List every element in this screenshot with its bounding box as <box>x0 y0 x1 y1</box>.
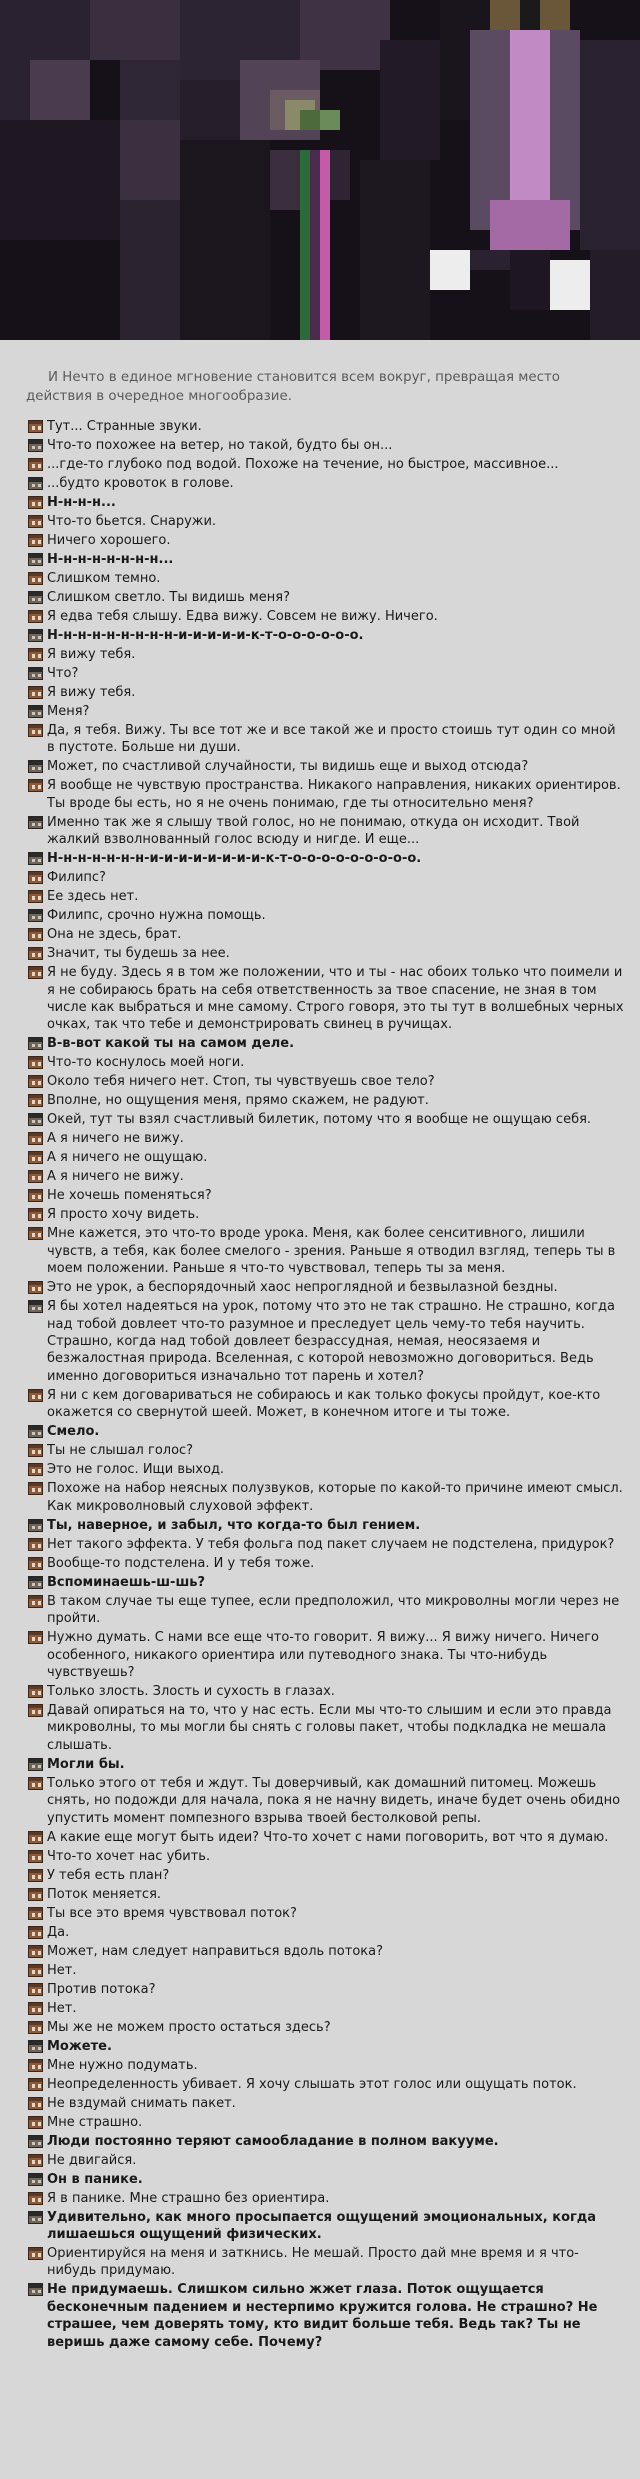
dialogue-text: Может, по счастливой случайности, ты видишь еще и выход отсюда? <box>47 759 529 775</box>
dialogue-line <box>26 1423 626 1440</box>
dialogue-line <box>26 945 626 962</box>
dialogue-text: Что? <box>47 666 79 681</box>
dialogue-text: Похоже на набор неясных полузвуков, которые по какой-то причине имеют смысл. Как микроволновый слуховой эффект. <box>47 1481 623 1514</box>
speaker-a-avatar-icon <box>28 1075 43 1088</box>
dialogue-text: Не хочешь поменяться? <box>47 1188 212 1204</box>
speaker-a-avatar-icon <box>28 2097 43 2110</box>
dialogue-text: Что-то коснулось моей ноги. <box>47 1055 245 1071</box>
dialogue-line <box>26 869 626 886</box>
dialogue-line <box>26 2190 626 2207</box>
speaker-b-avatar-icon <box>28 1300 43 1313</box>
speaker-a-avatar-icon <box>28 610 43 623</box>
story-content <box>0 340 640 2351</box>
speaker-b-avatar-icon <box>28 667 43 680</box>
dialogue-line <box>26 2114 626 2131</box>
dialogue-line <box>26 722 626 757</box>
dialogue-text: Ты не слышал голос? <box>47 1443 194 1459</box>
dialogue-text: Н-н-н-н-н-н-н-н... <box>47 552 174 567</box>
dialogue-text: Мы же не можем просто остаться здесь? <box>47 2019 331 2035</box>
dialogue-line <box>26 1298 626 1385</box>
dialogue-line <box>26 888 626 905</box>
dialogue-line <box>26 437 626 454</box>
dialogue-text: Меня? <box>47 704 90 719</box>
dialogue-line <box>26 2038 626 2055</box>
dialogue-text: Я бы хотел надеяться на урок, потому что это не так страшно. Не страшно, когда над тобой довлеет что-то разумное и преследует цель чему-то тебя научить. Страшно, когда над тобой довлеет безрассудная, немая, неосязаемя и безжалостная природа. Вселенная, с которой невозможно договориться. Ведь именно договориться изначально тот парень и хотел? <box>47 1299 615 1384</box>
speaker-a-avatar-icon <box>28 2002 43 2015</box>
speaker-a-avatar-icon <box>28 1094 43 1107</box>
dialogue-line <box>26 1756 626 1773</box>
dialogue-line <box>26 1702 626 1754</box>
dialogue-text: А я ничего не ощущаю. <box>47 1150 208 1166</box>
dialogue-text: Нет. <box>47 1962 77 1978</box>
dialogue-text: Против потока? <box>47 1981 156 1997</box>
speaker-a-avatar-icon <box>28 1945 43 1958</box>
dialogue-line <box>26 1149 626 1166</box>
speaker-a-avatar-icon <box>28 572 43 585</box>
dialogue-line <box>26 2057 626 2074</box>
dialogue-text: Поток меняется. <box>47 1886 162 1902</box>
speaker-a-avatar-icon <box>28 2247 43 2260</box>
dialogue-text: А я ничего не вижу. <box>47 1131 184 1147</box>
dialogue-text: Около тебя ничего нет. Стоп, ты чувствуешь свое тело? <box>47 1074 435 1090</box>
speaker-a-avatar-icon <box>28 2154 43 2167</box>
dialogue-text: Можете. <box>47 2038 112 2054</box>
dialogue-line <box>26 907 626 924</box>
dialogue-text: Может, нам следует направиться вдоль потока? <box>47 1943 383 1959</box>
speaker-b-avatar-icon <box>28 2283 43 2296</box>
dialogue-line <box>26 1035 626 1052</box>
pixel-art-illustration <box>0 0 640 340</box>
dialogue-text: Ничего хорошего. <box>47 533 171 548</box>
dialogue-text: Вообще-то подстелена. И у тебя тоже. <box>47 1555 315 1571</box>
speaker-b-avatar-icon <box>28 2040 43 2053</box>
speaker-a-avatar-icon <box>28 1631 43 1644</box>
speaker-b-avatar-icon <box>28 909 43 922</box>
dialogue-line <box>26 1886 626 1903</box>
dialogue-list <box>26 418 626 2351</box>
dialogue-line <box>26 1387 626 1422</box>
speaker-b-avatar-icon <box>28 1576 43 1589</box>
dialogue-text: Вполне, но ощущения меня, прямо скажем, не радуют. <box>47 1093 429 1109</box>
speaker-b-avatar-icon <box>28 2211 43 2224</box>
dialogue-text: Ты, наверное, и забыл, что когда-то был гением. <box>47 1517 421 1533</box>
speaker-a-avatar-icon <box>28 458 43 471</box>
dialogue-text: Что-то хочет нас убить. <box>47 1848 211 1864</box>
speaker-a-avatar-icon <box>28 496 43 509</box>
dialogue-line <box>26 1962 626 1979</box>
dialogue-text: Н-н-н-н-н-н-н-н-н-и-и-и-и-и-к-т-о-о-о-о-о-о. <box>47 628 364 643</box>
speaker-b-avatar-icon <box>28 1113 43 1126</box>
speaker-a-avatar-icon <box>28 1685 43 1698</box>
speaker-a-avatar-icon <box>28 1281 43 1294</box>
speaker-b-avatar-icon <box>28 2135 43 2148</box>
dialogue-line <box>26 2095 626 2112</box>
dialogue-text: Да, я тебя. Вижу. Ты все тот же и все такой же и просто стоишь тут один со мной в пустоте. Больше ни души. <box>47 723 616 756</box>
speaker-a-avatar-icon <box>28 1482 43 1495</box>
dialogue-line <box>26 1629 626 1681</box>
dialogue-line <box>26 850 626 867</box>
speaker-a-avatar-icon <box>28 1777 43 1790</box>
speaker-a-avatar-icon <box>28 1869 43 1882</box>
dialogue-line <box>26 964 626 1034</box>
dialogue-line <box>26 926 626 943</box>
dialogue-text: Я в панике. Мне страшно без ориентира. <box>47 2190 330 2206</box>
speaker-a-avatar-icon <box>28 534 43 547</box>
dialogue-text: Она не здесь, брат. <box>47 927 182 943</box>
speaker-a-avatar-icon <box>28 1208 43 1221</box>
speaker-a-avatar-icon <box>28 1463 43 1476</box>
dialogue-line <box>26 589 626 606</box>
speaker-a-avatar-icon <box>28 1926 43 1939</box>
speaker-a-avatar-icon <box>28 1389 43 1402</box>
speaker-b-avatar-icon <box>28 1425 43 1438</box>
dialogue-line <box>26 1517 626 1534</box>
dialogue-line <box>26 1073 626 1090</box>
dialogue-line <box>26 1480 626 1515</box>
dialogue-text: ...будто кровоток в голове. <box>47 476 234 491</box>
speaker-a-avatar-icon <box>28 1170 43 1183</box>
speaker-a-avatar-icon <box>28 1595 43 1608</box>
dialogue-line <box>26 2019 626 2036</box>
header-pixel-art-image <box>0 0 640 340</box>
dialogue-line <box>26 1225 626 1277</box>
dialogue-line <box>26 1848 626 1865</box>
dialogue-text: Именно так же я слышу твой голос, но не понимаю, откуда он исходит. Твой жалкий взволнованный голос всюду и нигде. И еще... <box>47 814 580 848</box>
dialogue-text: Не вздумай снимать пакет. <box>47 2095 236 2111</box>
dialogue-text: Вспоминаешь-ш-шь? <box>47 1574 206 1590</box>
dialogue-text: Н-н-н-н... <box>47 495 116 510</box>
speaker-a-avatar-icon <box>28 1907 43 1920</box>
speaker-a-avatar-icon <box>28 515 43 528</box>
dialogue-line <box>26 684 626 701</box>
dialogue-line <box>26 456 626 473</box>
speaker-b-avatar-icon <box>28 439 43 452</box>
dialogue-text: Это не голос. Ищи выход. <box>47 1462 225 1478</box>
dialogue-text: Ее здесь нет. <box>47 889 139 905</box>
speaker-b-avatar-icon <box>28 591 43 604</box>
dialogue-line <box>26 1279 626 1296</box>
speaker-b-avatar-icon <box>28 1519 43 1532</box>
dialogue-text: Слишком светло. Ты видишь меня? <box>47 590 290 605</box>
dialogue-text: Не двигайся. <box>47 2152 137 2168</box>
speaker-b-avatar-icon <box>28 705 43 718</box>
dialogue-line <box>26 1905 626 1922</box>
dialogue-line <box>26 758 626 775</box>
speaker-a-avatar-icon <box>28 686 43 699</box>
speaker-a-avatar-icon <box>28 1704 43 1717</box>
speaker-a-avatar-icon <box>28 2116 43 2129</box>
dialogue-text: А я ничего не вижу. <box>47 1169 184 1185</box>
dialogue-line <box>26 1130 626 1147</box>
speaker-b-avatar-icon <box>28 1037 43 1050</box>
dialogue-text: В-в-вот какой ты на самом деле. <box>47 1036 295 1052</box>
dialogue-line <box>26 1111 626 1128</box>
dialogue-line <box>26 1442 626 1459</box>
speaker-a-avatar-icon <box>28 2192 43 2205</box>
speaker-a-avatar-icon <box>28 1227 43 1240</box>
dialogue-line <box>26 2000 626 2017</box>
dialogue-line <box>26 2133 626 2150</box>
dialogue-line <box>26 703 626 720</box>
speaker-a-avatar-icon <box>28 420 43 433</box>
dialogue-line <box>26 2152 626 2169</box>
dialogue-text: Слишком темно. <box>47 571 161 586</box>
dialogue-line <box>26 1775 626 1827</box>
dialogue-text: Я вообще не чувствую пространства. Никакого направления, никаких ориентиров. Ты вроде бы есть, но я не очень понимаю, где ты относительно меня? <box>47 778 621 811</box>
speaker-a-avatar-icon <box>28 2078 43 2091</box>
dialogue-text: Я вижу тебя. <box>47 685 136 700</box>
speaker-b-avatar-icon <box>28 629 43 642</box>
speaker-a-avatar-icon <box>28 890 43 903</box>
dialogue-line <box>26 532 626 549</box>
dialogue-line <box>26 1187 626 1204</box>
dialogue-text: Люди постоянно теряют самообладание в полном вакууме. <box>47 2133 499 2149</box>
dialogue-line <box>26 2245 626 2280</box>
speaker-a-avatar-icon <box>28 724 43 737</box>
dialogue-line <box>26 1092 626 1109</box>
dialogue-line <box>26 1206 626 1223</box>
dialogue-text: Я ни с кем договариваться не собираюсь и как только фокусы пройдут, кое-кто окажется со свернутой шеей. Может, в конечном итоге и ты тоже. <box>47 1387 601 1421</box>
dialogue-line <box>26 1943 626 1960</box>
dialogue-text: Могли бы. <box>47 1756 125 1772</box>
speaker-b-avatar-icon <box>28 816 43 829</box>
dialogue-text: Нужно думать. С нами все еще что-то говорит. Я вижу... Я вижу ничего. Ничего особенного, никакого ориентира или путеводного знака. Ты что-нибудь чувствуешь? <box>47 1630 599 1680</box>
dialogue-text: Он в панике. <box>47 2171 143 2187</box>
speaker-b-avatar-icon <box>28 2173 43 2186</box>
dialogue-text: Тут... Странные звуки. <box>47 419 202 434</box>
speaker-b-avatar-icon <box>28 852 43 865</box>
speaker-a-avatar-icon <box>28 1888 43 1901</box>
dialogue-line <box>26 570 626 587</box>
dialogue-line <box>26 1461 626 1478</box>
dialogue-text: Окей, тут ты взял счастливый билетик, потому что я вообще не ощущаю себя. <box>47 1112 592 1128</box>
speaker-a-avatar-icon <box>28 1850 43 1863</box>
dialogue-text: Филипс, срочно нужна помощь. <box>47 908 266 924</box>
dialogue-line <box>26 475 626 492</box>
dialogue-line <box>26 2076 626 2093</box>
speaker-b-avatar-icon <box>28 1758 43 1771</box>
dialogue-text: Я едва тебя слышу. Едва вижу. Совсем не вижу. Ничего. <box>47 609 438 624</box>
dialogue-line <box>26 627 626 644</box>
dialogue-line <box>26 777 626 812</box>
dialogue-text: Значит, ты будешь за нее. <box>47 946 230 962</box>
dialogue-text: Я просто хочу видеть. <box>47 1207 200 1223</box>
speaker-a-avatar-icon <box>28 1189 43 1202</box>
dialogue-text: Только этого от тебя и ждут. Ты доверчивый, как домашний питомец. Можешь снять, но подожди для начала, пока я не начну видеть, иначе будет очень обидно упустить момент помпезного взрыва твоей бестолковой репы. <box>47 1775 621 1826</box>
dialogue-text: Что-то похожее на ветер, но такой, будто бы он... <box>47 438 393 453</box>
speaker-a-avatar-icon <box>28 1557 43 1570</box>
dialogue-line <box>26 1867 626 1884</box>
dialogue-line <box>26 1924 626 1941</box>
speaker-a-avatar-icon <box>28 779 43 792</box>
dialogue-line <box>26 1981 626 1998</box>
speaker-a-avatar-icon <box>28 2021 43 2034</box>
dialogue-line <box>26 1168 626 1185</box>
speaker-a-avatar-icon <box>28 1538 43 1551</box>
dialogue-text: Ориентируйся на меня и заткнись. Не мешай. Просто дай мне время и я что-нибудь придумаю. <box>47 2245 579 2279</box>
speaker-a-avatar-icon <box>28 1964 43 1977</box>
dialogue-text: Удивительно, как много просыпается ощущений эмоциональных, когда лишаешься ощущений физических. <box>47 2209 597 2242</box>
dialogue-line <box>26 1054 626 1071</box>
dialogue-line <box>26 608 626 625</box>
speaker-a-avatar-icon <box>28 2059 43 2072</box>
dialogue-line <box>26 1555 626 1572</box>
dialogue-text: Нет. <box>47 2000 77 2016</box>
speaker-b-avatar-icon <box>28 477 43 490</box>
dialogue-text: Это не урок, а беспорядочный хаос непроглядной и безвылазной бездны. <box>47 1280 558 1296</box>
speaker-a-avatar-icon <box>28 1132 43 1145</box>
speaker-a-avatar-icon <box>28 1151 43 1164</box>
dialogue-text: Мне кажется, это что-то вроде урока. Меня, как более сенситивного, лишили чувств, а тебя, как более смелого - зрения. Раньше я отводил взгляд, теперь ты в моем положении. Раньше я что-то чувствовал, теперь ты за меня. <box>47 1226 616 1277</box>
speaker-a-avatar-icon <box>28 928 43 941</box>
dialogue-line <box>26 1536 626 1553</box>
dialogue-line <box>26 1593 626 1628</box>
dialogue-line <box>26 513 626 530</box>
dialogue-text: Филипс? <box>47 870 106 886</box>
dialogue-text: Нет такого эффекта. У тебя фольга под пакет случаем не подстелена, придурок? <box>47 1536 615 1552</box>
speaker-a-avatar-icon <box>28 648 43 661</box>
dialogue-text: Да. <box>47 1924 70 1940</box>
dialogue-line <box>26 2209 626 2244</box>
dialogue-text: А какие еще могут быть идеи? Что-то хочет с нами поговорить, вот что я думаю. <box>47 1829 609 1845</box>
dialogue-text: В таком случае ты еще тупее, если предположил, что микроволны могли через не пройти. <box>47 1593 620 1627</box>
dialogue-line <box>26 551 626 568</box>
speaker-b-avatar-icon <box>28 760 43 773</box>
dialogue-text: Давай опираться на то, что у нас есть. Если мы что-то слышим и если это правда микроволны, то мы могли бы снять с головы пакет, чтобы подкладка не мешала слышать. <box>47 1702 612 1753</box>
speaker-a-avatar-icon <box>28 1444 43 1457</box>
dialogue-line <box>26 2171 626 2188</box>
dialogue-line <box>26 1574 626 1591</box>
speaker-a-avatar-icon <box>28 1983 43 1996</box>
dialogue-line <box>26 814 626 849</box>
dialogue-line <box>26 418 626 435</box>
dialogue-line <box>26 494 626 511</box>
dialogue-line <box>26 2281 626 2351</box>
dialogue-text: Я не буду. Здесь я в том же положении, что и ты - нас обоих только что поимели и я не собираюсь брать на себя ответственность за твое спасение, не зная в том числе как выбраться и мне самому. Строго говоря, это ты тут в волшебных черных очках, так что тебе и демонстрировать свинец в ручищах. <box>47 965 624 1033</box>
dialogue-text: Что-то бьется. Снаружи. <box>47 514 217 529</box>
dialogue-line <box>26 1683 626 1700</box>
dialogue-text: Не придумаешь. Слишком сильно жжет глаза. Поток ощущается бесконечным падением и нестерпимо кружится голова. Не страшно? Не страшее, чем доверять тому, кто видит больше тебя. Ведь так? Ты не веришь даже самому себе. Почему? <box>47 2282 598 2350</box>
dialogue-line <box>26 1829 626 1846</box>
dialogue-line <box>26 646 626 663</box>
speaker-b-avatar-icon <box>28 553 43 566</box>
speaker-a-avatar-icon <box>28 966 43 979</box>
speaker-a-avatar-icon <box>28 1831 43 1844</box>
dialogue-line <box>26 665 626 682</box>
intro-paragraph: И Нечто в единое мгновение становится всем вокруг, превращая место действия в очередное многообразие. <box>26 370 560 404</box>
dialogue-text: У тебя есть план? <box>47 1867 170 1883</box>
speaker-a-avatar-icon <box>28 947 43 960</box>
dialogue-text: Мне нужно подумать. <box>47 2057 198 2073</box>
dialogue-text: Смело. <box>47 1424 100 1440</box>
speaker-a-avatar-icon <box>28 1056 43 1069</box>
dialogue-text: Я вижу тебя. <box>47 647 136 662</box>
dialogue-text: Мне страшно. <box>47 2114 143 2130</box>
dialogue-text: Только злость. Злость и сухость в глазах. <box>47 1683 335 1699</box>
dialogue-text: Ты все это время чувствовал поток? <box>47 1905 297 1921</box>
dialogue-text: ...где-то глубоко под водой. Похоже на течение, но быстрое, массивное... <box>47 457 559 472</box>
dialogue-text: Неопределенность убивает. Я хочу слышать этот голос или ощущать поток. <box>47 2076 577 2092</box>
dialogue-text: Н-н-н-н-н-н-н-и-и-и-и-и-и-и-и-к-т-о-о-о-о-о-о-о-о-о. <box>47 851 422 867</box>
speaker-a-avatar-icon <box>28 871 43 884</box>
